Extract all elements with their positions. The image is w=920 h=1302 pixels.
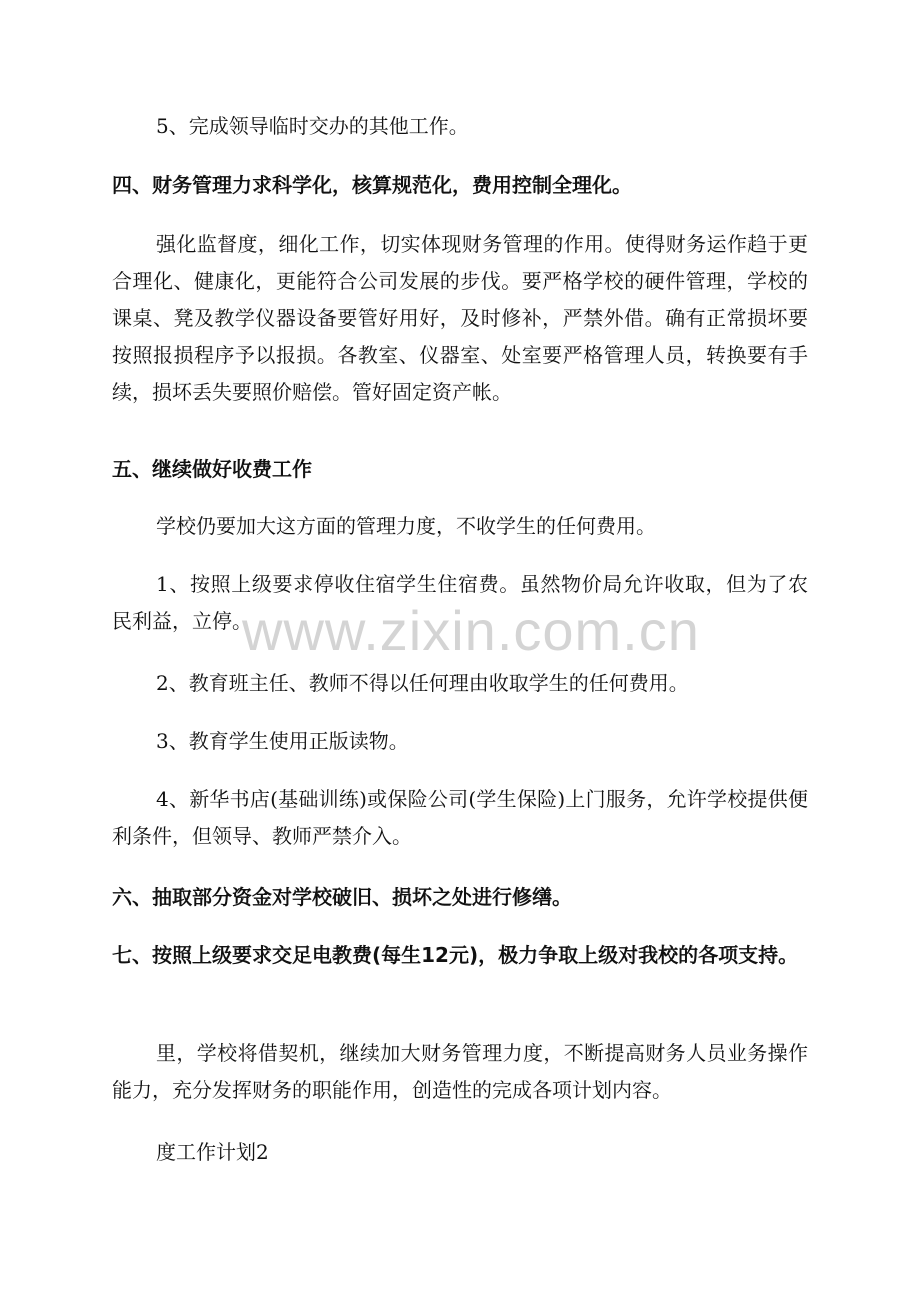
paragraph-fee-item-1: 1、按照上级要求停收住宿学生住宿费。虽然物价局允许收取，但为了农民利益，立停。 xyxy=(112,572,808,633)
site-watermark: www.zixin.com.cn xyxy=(242,599,700,662)
heading-section-7: 七、按照上级要求交足电教费(每生12元)，极力争取上级对我校的各项支持。 xyxy=(112,943,799,967)
paragraph-fee-item-4: 4、新华书店(基础训练)或保险公司(学生保险)上门服务，允许学校提供便利条件，但领导、教师严禁介入。 xyxy=(112,787,808,848)
heading-section-6: 六、抽取部分资金对学校破旧、损坏之处进行修缮。 xyxy=(112,885,572,909)
paragraph-fee-item-2: 2、教育班主任、教师不得以任何理由收取学生的任何费用。 xyxy=(156,671,689,695)
heading-section-5: 五、继续做好收费工作 xyxy=(112,457,312,481)
paragraph-plan-2-title: 度工作计划2 xyxy=(156,1140,269,1164)
paragraph-task-5: 5、完成领导临时交办的其他工作。 xyxy=(156,114,469,138)
paragraph-conclusion: 里，学校将借契机，继续加大财务管理力度，不断提高财务人员业务操作能力，充分发挥财务的职能作用，创造性的完成各项计划内容。 xyxy=(112,1041,808,1102)
heading-section-4: 四、财务管理力求科学化，核算规范化，费用控制全理化。 xyxy=(112,173,632,197)
paragraph-fee-intro: 学校仍要加大这方面的管理力度，不收学生的任何费用。 xyxy=(156,514,656,538)
paragraph-finance-management: 强化监督度，细化工作，切实体现财务管理的作用。使得财务运作趋于更合理化、健康化，更能符合公司发展的步伐。要严格学校的硬件管理，学校的课桌、凳及教学仪器设备要管好用好，及时修补，严禁外借。确有正常损坏要按照报损程序予以报损。各教室、仪器室、处室要严格管理人员，转换要有手续，损坏丢失要照价赔偿。管好固定资产帐。 xyxy=(112,232,808,404)
paragraph-fee-item-3: 3、教育学生使用正版读物。 xyxy=(156,729,409,753)
